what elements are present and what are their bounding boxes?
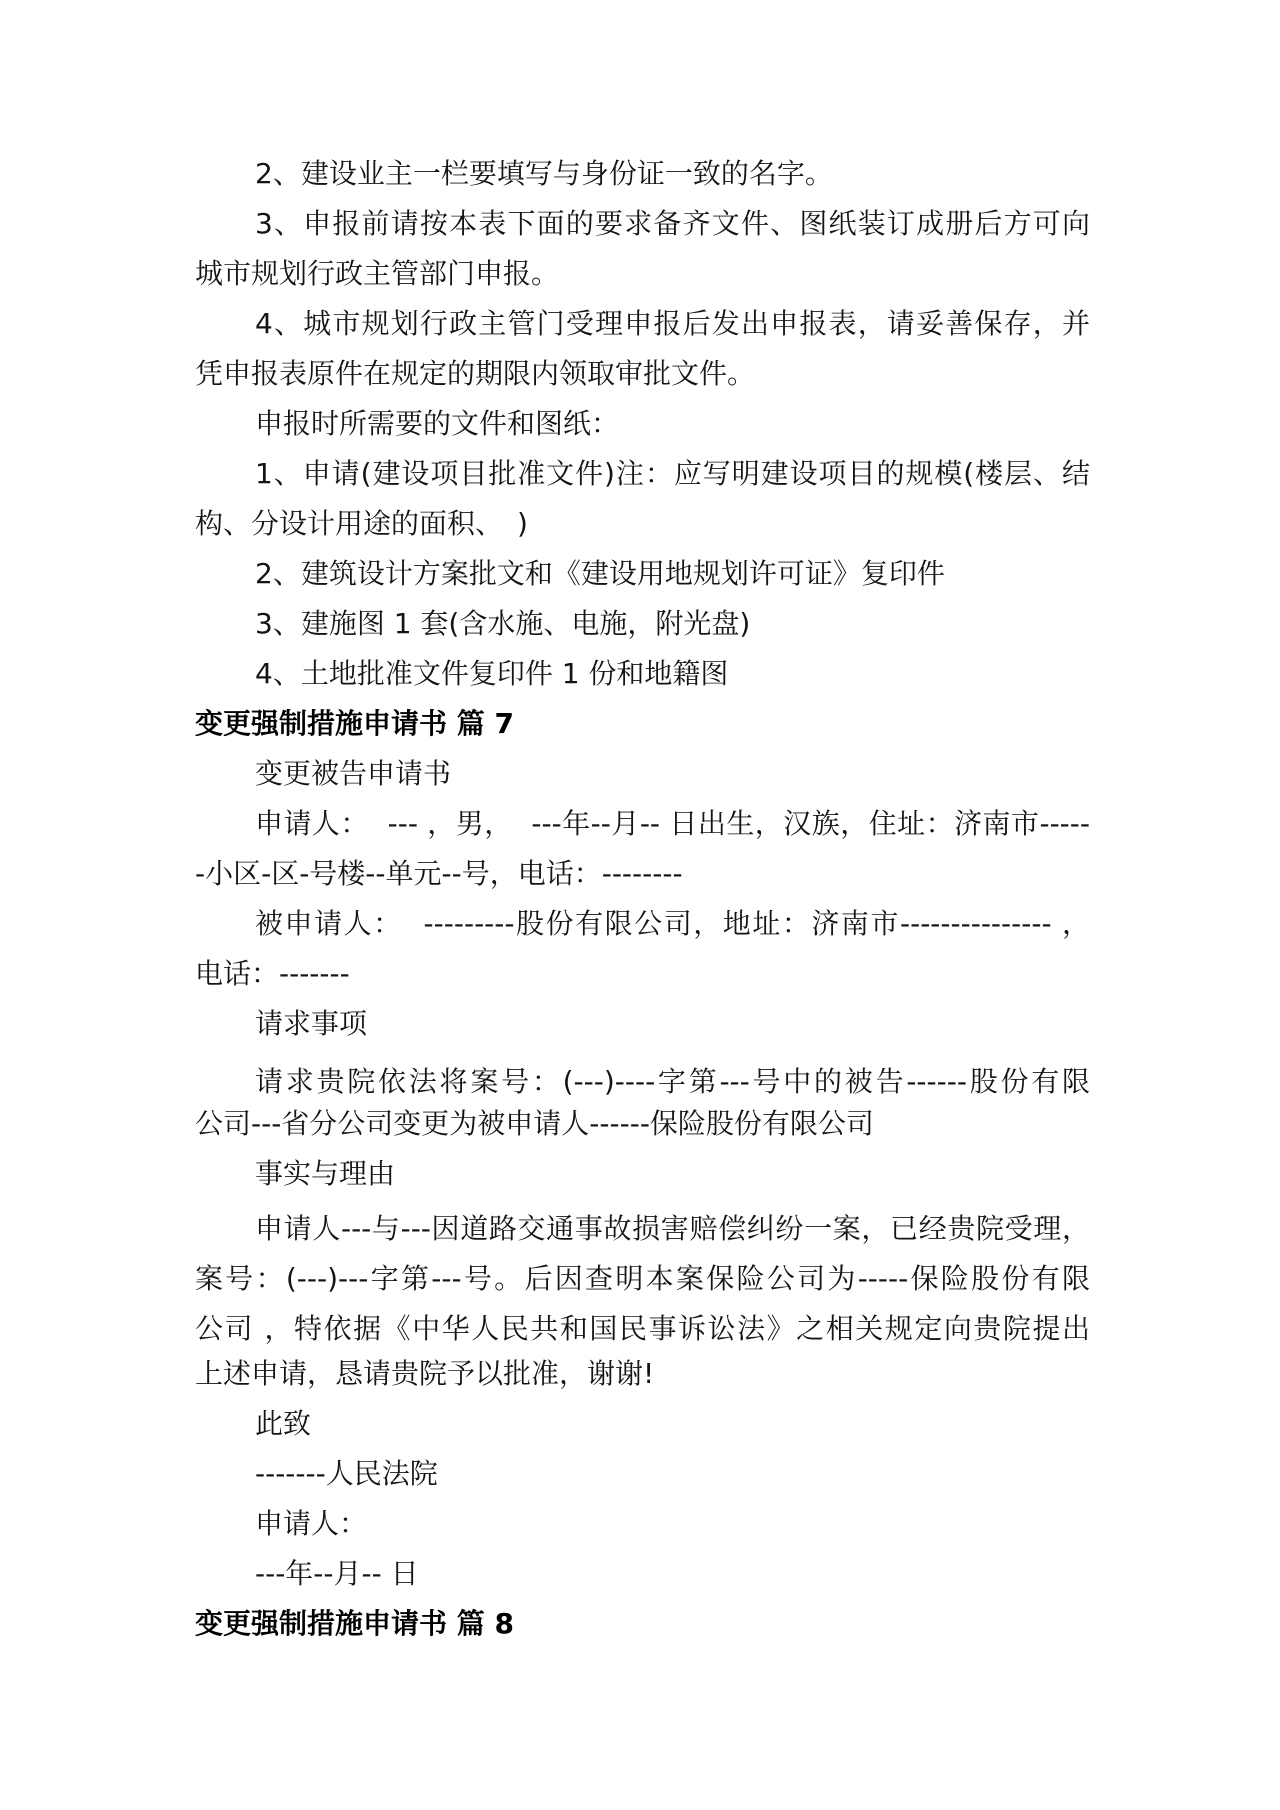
facts-line-3: 公司 ，特依据《中华人民共和国民事诉讼法》之相关规定向贵院提出 — [195, 1312, 1090, 1345]
document-page — [195, 149, 1090, 1649]
section-8-heading: 变更强制措施申请书 篇 8 — [195, 1607, 514, 1640]
required-file-4: 4、土地批准文件复印件 1 份和地籍图 — [255, 657, 729, 690]
facts-line-1: 申请人---与---因道路交通事故损害赔偿纠纷一案，已经贵院受理， — [255, 1212, 1090, 1245]
respondent-line-2: 电话：------- — [195, 957, 350, 990]
required-file-1-line-1: 1、申请(建设项目批准文件)注：应写明建设项目的规模(楼层、结 — [255, 457, 1090, 490]
applicant-line-2: -小区-区-号楼--单元--号，电话：-------- — [195, 857, 683, 890]
claims-heading: 请求事项 — [255, 1007, 368, 1040]
required-file-2: 2、建筑设计方案批文和《建设用地规划许可证》复印件 — [255, 557, 945, 590]
claims-line-1: 请求贵院依法将案号：(---)----字第---号中的被告------股份有限 — [255, 1065, 1090, 1098]
closing-salutation: 此致 — [255, 1407, 312, 1440]
signature-date: ---年--月-- 日 — [255, 1557, 419, 1590]
application-note-4-line-2: 凭申报表原件在规定的期限内领取审批文件。 — [195, 357, 756, 390]
applicant-line-1: 申请人： --- ，男， ---年--月-- 日出生，汉族，住址：济南市----- — [255, 807, 1090, 840]
facts-line-2: 案号：(---)---字第---号。后因查明本案保险公司为-----保险股份有限 — [195, 1262, 1090, 1295]
court-name: -------人民法院 — [255, 1457, 438, 1490]
respondent-line-1: 被申请人： ---------股份有限公司，地址：济南市--------------- ， — [255, 907, 1090, 940]
required-file-3: 3、建施图 1 套(含水施、电施，附光盘) — [255, 607, 751, 640]
required-files-heading: 申报时所需要的文件和图纸： — [255, 407, 620, 440]
application-note-4-line-1: 4、城市规划行政主管门受理申报后发出申报表，请妥善保存，并 — [255, 307, 1090, 340]
application-note-2: 2、建设业主一栏要填写与身份证一致的名字。 — [255, 157, 833, 190]
section-7-heading: 变更强制措施申请书 篇 7 — [195, 707, 514, 740]
facts-heading: 事实与理由 — [255, 1157, 396, 1190]
application-note-3-line-2: 城市规划行政主管部门申报。 — [195, 257, 560, 290]
facts-line-4: 上述申请，恳请贵院予以批准，谢谢! — [195, 1357, 655, 1390]
claims-line-2: 公司---省分公司变更为被申请人------保险股份有限公司 — [195, 1107, 874, 1140]
signature-label: 申请人： — [255, 1507, 368, 1540]
application-title: 变更被告申请书 — [255, 757, 452, 790]
application-note-3-line-1: 3、申报前请按本表下面的要求备齐文件、图纸装订成册后方可向 — [255, 207, 1090, 240]
required-file-1-line-2: 构、分设计用途的面积、 ) — [195, 507, 528, 540]
